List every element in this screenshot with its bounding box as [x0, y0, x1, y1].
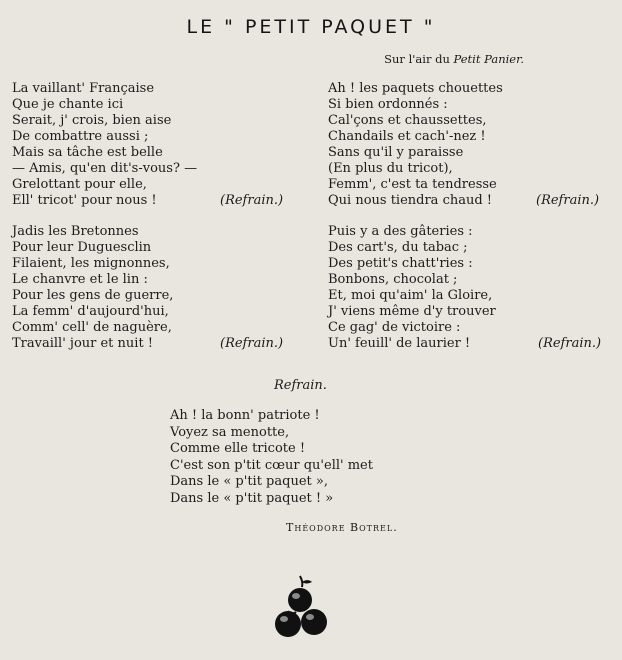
tune-name: Petit Panier. — [453, 52, 524, 66]
refrain-marker: (Refrain.) — [220, 336, 284, 351]
refrain-line: C'est son p'tit cœur qu'ell' met — [170, 457, 373, 473]
verse-line: (En plus du tricot), — [328, 161, 453, 176]
left-stanza-2 — [12, 224, 292, 352]
fruit-cluster-ornament-icon — [272, 574, 332, 640]
verse-line: Serait, j' crois, bien aise — [12, 113, 172, 128]
refrain-marker: (Refrain.) — [220, 193, 284, 208]
verse-line: Femm', c'est ta tendresse — [328, 177, 497, 192]
verse-line: Qui nous tiendra chaud ! — [328, 193, 493, 208]
tune-note-prefix: Sur l'air du — [384, 52, 454, 66]
refrain-line: Comme elle tricote ! — [170, 441, 306, 456]
verse-line: Puis y a des gâteries : — [328, 224, 473, 239]
verse-line: Jadis les Bretonnes — [12, 224, 139, 239]
verse-line: Sans qu'il y paraisse — [328, 145, 464, 160]
verse-line: La vaillant' Française — [12, 81, 155, 96]
verse-line: Travaill' jour et nuit ! — [12, 336, 154, 351]
left-stanza-1 — [12, 81, 292, 209]
verse-line: Des cart's, du tabac ; — [328, 240, 468, 255]
tune-note — [384, 52, 524, 66]
verse-line: Pour leur Duguesclin — [12, 240, 152, 255]
verse-line: Que je chante ici — [12, 97, 124, 112]
verse-line: Un' feuill' de laurier ! — [328, 336, 471, 351]
verse-line: Pour les gens de guerre, — [12, 288, 174, 303]
refrain-heading: Refrain. — [274, 378, 327, 393]
verse-line: Si bien ordonnés : — [328, 97, 448, 112]
verse-line: Le chanvre et le lin : — [12, 272, 148, 287]
verse-line: Ell' tricot' pour nous ! — [12, 193, 157, 208]
refrain-line: Voyez sa menotte, — [170, 424, 290, 440]
right-stanza-1 — [328, 81, 608, 209]
refrain-line: Ah ! la bonn' patriote ! — [170, 408, 320, 423]
verse-line: Et, moi qu'aim' la Gloire, — [328, 288, 493, 303]
verse-line: Mais sa tâche est belle — [12, 145, 163, 160]
refrain-line: Dans le « p'tit paquet », — [170, 474, 328, 489]
verse-line: Chandails et cach'-nez ! — [328, 129, 486, 144]
verse-line: Bonbons, chocolat ; — [328, 272, 458, 287]
verse-line: Grelottant pour elle, — [12, 177, 147, 192]
refrain-block — [170, 408, 373, 507]
right-stanza-2 — [328, 224, 608, 352]
song-title: LE " PETIT PAQUET " — [186, 16, 436, 38]
verse-line: Comm' cell' de naguère, — [12, 320, 172, 335]
verse-line: La femm' d'aujourd'hui, — [12, 304, 169, 319]
verse-line: Ce gag' de victoire : — [328, 320, 461, 335]
verse-line: Cal'çons et chaussettes, — [328, 113, 487, 128]
verse-line: J' viens même d'y trouver — [328, 304, 496, 319]
author-signature: Théodore Botrel. — [286, 521, 398, 534]
verse-line: Des petit's chatt'ries : — [328, 256, 473, 271]
refrain-marker: (Refrain.) — [538, 336, 602, 351]
refrain-line: Dans le « p'tit paquet ! » — [170, 490, 334, 506]
refrain-marker: (Refrain.) — [536, 193, 600, 208]
verse-line: Filaient, les mignonnes, — [12, 256, 170, 271]
verse-line: — Amis, qu'en dit's-vous? — — [12, 161, 198, 176]
verse-line: Ah ! les paquets chouettes — [328, 81, 503, 96]
verse-line: De combattre aussi ; — [12, 129, 149, 144]
